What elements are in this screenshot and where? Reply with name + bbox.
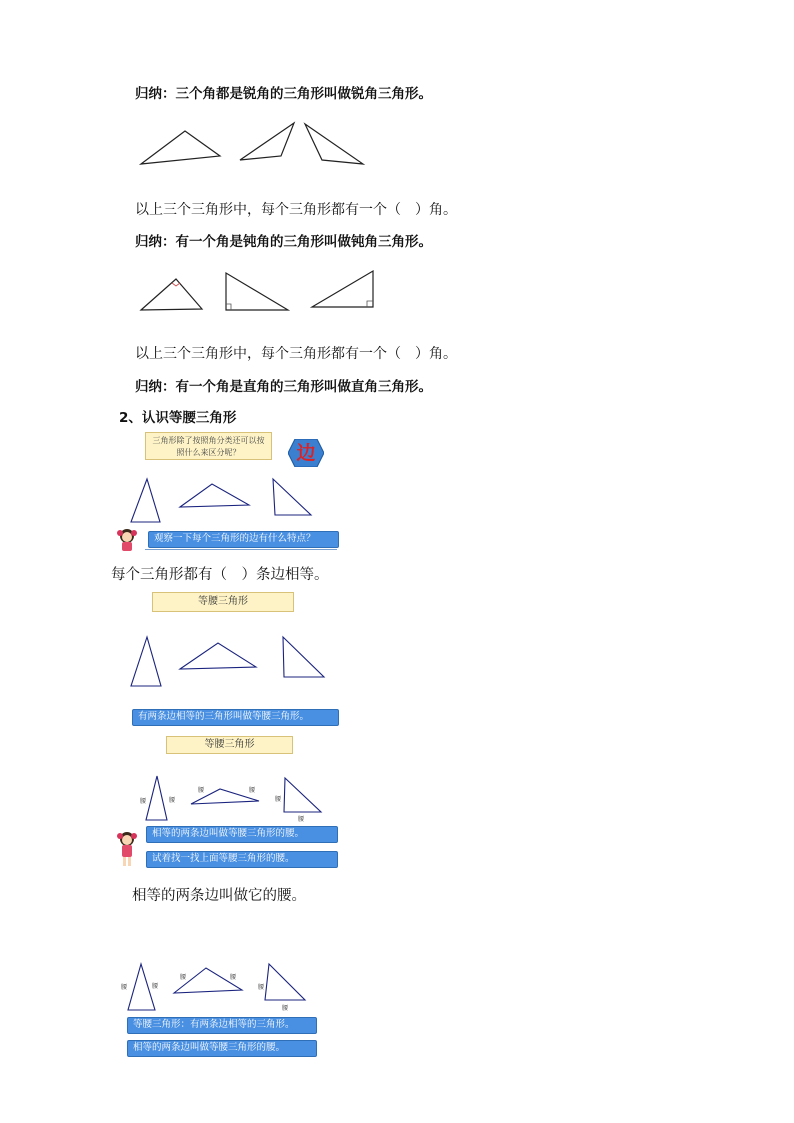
iso-row1-tri-1 [131, 479, 160, 522]
leg-tag: 腰 [275, 796, 282, 803]
leg-tag: 腰 [198, 787, 205, 794]
obtuse-triangle-1 [141, 279, 202, 310]
obtuse-question: 以上三个三角形中，每个三角形都有一个（ ）角。 [135, 202, 457, 218]
isosceles-label-2: 等腰三角形 [166, 736, 293, 754]
iso-row1-tri-2 [180, 484, 249, 507]
acute-triangle-1 [141, 131, 220, 164]
leg-bar: 相等的两条边叫做等腰三角形的腰。 [146, 826, 338, 843]
find-bar: 试着找一找上面等腰三角形的腰。 [146, 851, 338, 868]
girl-avatar-icon [114, 830, 142, 870]
leg-tag: 腰 [180, 974, 187, 981]
girl-avatar-icon [114, 527, 142, 553]
right-question: 以上三个三角形中，每个三角形都有一个（ ）角。 [135, 346, 457, 362]
iso-row1-tri-3 [273, 479, 311, 515]
definition-bar: 有两条边相等的三角形叫做等腰三角形。 [132, 709, 339, 726]
obtuse-angle-mark-1 [172, 283, 180, 286]
leg-statement: 相等的两条边叫做它的腰。 [132, 888, 306, 904]
leg-tag: 腰 [169, 797, 176, 804]
summary-bar-1: 等腰三角形：有两条边相等的三角形。 [127, 1017, 317, 1034]
observe-underline [145, 549, 337, 550]
isosceles-heading: 2、认识等腰三角形 [119, 410, 237, 426]
acute-triangle-3 [305, 124, 363, 164]
iso-row3-tri-1 [146, 776, 167, 820]
leg-tag: 腰 [152, 983, 159, 990]
isosceles-label-1: 等腰三角形 [152, 592, 294, 612]
edge-badge-text: 边 [296, 442, 316, 464]
acute-conclusion: 归纳：三个角都是锐角的三角形叫做锐角三角形。 [135, 86, 432, 102]
leg-tag: 腰 [282, 1005, 289, 1012]
acute-triangle-2 [240, 123, 294, 160]
iso-row4-tri-3 [265, 964, 305, 1000]
leg-tag: 腰 [140, 798, 147, 805]
iso-row2-tri-1 [131, 637, 161, 686]
leg-tag: 腰 [258, 984, 265, 991]
equal-sides-question: 每个三角形都有（ ）条边相等。 [111, 567, 329, 583]
iso-row4-tri-1 [128, 964, 155, 1010]
iso-row2-tri-2 [180, 643, 256, 669]
obtuse-conclusion: 归纳：有一个角是钝角的三角形叫做钝角三角形。 [135, 234, 432, 250]
iso-row2-tri-3 [283, 637, 324, 677]
leg-tag: 腰 [230, 974, 237, 981]
right-conclusion: 归纳：有一个角是直角的三角形叫做直角三角形。 [135, 379, 432, 395]
leg-tag: 腰 [121, 984, 128, 991]
leg-tag: 腰 [249, 787, 256, 794]
obtuse-triangle-2 [226, 273, 288, 310]
right-angle-mark-2 [226, 304, 231, 310]
observe-bar: 观察一下每个三角形的边有什么特点？ [148, 531, 339, 548]
iso-row3-tri-3 [284, 778, 321, 812]
obtuse-triangle-3 [312, 271, 373, 307]
leg-tag: 腰 [298, 816, 305, 823]
right-angle-mark-3 [367, 301, 373, 307]
edge-badge [288, 439, 324, 467]
prompt-box: 三角形除了按照角分类还可以按照什么来区分呢？ [145, 432, 272, 460]
summary-bar-2: 相等的两条边叫做等腰三角形的腰。 [127, 1040, 317, 1057]
